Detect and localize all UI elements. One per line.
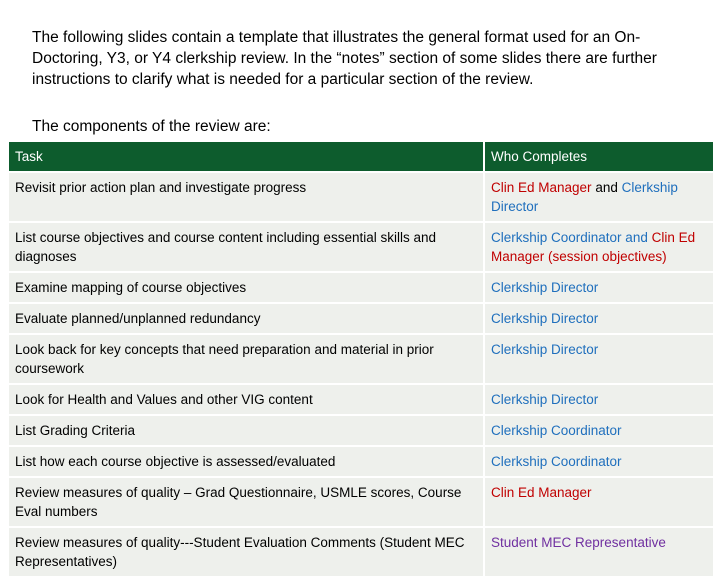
task-cell: Review measures of quality – Grad Questionnaire, USMLE scores, Course Eval numbers xyxy=(9,477,484,527)
who-cell xyxy=(484,222,714,272)
who-part: Clerkship Director xyxy=(491,392,599,407)
who-part: Clerkship Director xyxy=(491,180,678,214)
who-cell xyxy=(484,272,714,303)
header-task: Task xyxy=(9,142,484,172)
task-cell: List how each course objective is assessed/evaluated xyxy=(9,446,484,477)
who-cell xyxy=(484,415,714,446)
task-cell: Revisit prior action plan and investigate progress xyxy=(9,172,484,222)
task-cell: List Grading Criteria xyxy=(9,415,484,446)
table-row xyxy=(9,527,714,576)
header-who-completes: Who Completes xyxy=(484,142,714,172)
task-cell: Examine mapping of course objectives xyxy=(9,272,484,303)
task-cell: Evaluate planned/unplanned redundancy xyxy=(9,303,484,334)
table-row xyxy=(9,384,714,415)
who-cell xyxy=(484,477,714,527)
task-cell: List course objectives and course content including essential skills and diagnoses xyxy=(9,222,484,272)
who-part: and xyxy=(591,180,622,195)
table-row xyxy=(9,172,714,222)
table-row xyxy=(9,415,714,446)
table-row xyxy=(9,222,714,272)
who-part: Clerkship Coordinator xyxy=(491,454,622,469)
who-part: Clerkship Director xyxy=(491,311,599,326)
table-row xyxy=(9,477,714,527)
who-cell xyxy=(484,527,714,576)
table-row xyxy=(9,303,714,334)
who-part: Clin Ed Manager xyxy=(491,180,592,195)
who-cell xyxy=(484,384,714,415)
who-cell xyxy=(484,334,714,384)
who-cell xyxy=(484,446,714,477)
table-row xyxy=(9,446,714,477)
intro-paragraph: The following slides contain a template that illustrates the general format used for an On-Doctoring, Y3, or Y4 clerkship review. In the “notes” section of some slides there are further instructions to clarify what is needed for a particular section of the review. xyxy=(32,29,657,88)
components-heading: The components of the review are: xyxy=(32,118,271,135)
who-cell xyxy=(484,303,714,334)
task-cell: Look back for key concepts that need preparation and material in prior coursework xyxy=(9,334,484,384)
who-part: Clerkship Coordinator xyxy=(491,423,622,438)
table-header-row xyxy=(9,142,714,172)
task-cell: Look for Health and Values and other VIG content xyxy=(9,384,484,415)
task-cell: Review measures of quality---Student Evaluation Comments (Student MEC Representatives) xyxy=(9,527,484,576)
table-row xyxy=(9,272,714,303)
who-cell xyxy=(484,172,714,222)
who-part: Clerkship Director xyxy=(491,280,599,295)
who-part: Clin Ed Manager (session objectives) xyxy=(491,230,696,264)
who-part: Clerkship Coordinator and xyxy=(491,230,652,245)
table-row xyxy=(9,334,714,384)
who-part: Student MEC Representative xyxy=(491,535,666,550)
review-components-table xyxy=(9,142,715,576)
who-part: Clin Ed Manager xyxy=(491,485,592,500)
who-part: Clerkship Director xyxy=(491,342,599,357)
